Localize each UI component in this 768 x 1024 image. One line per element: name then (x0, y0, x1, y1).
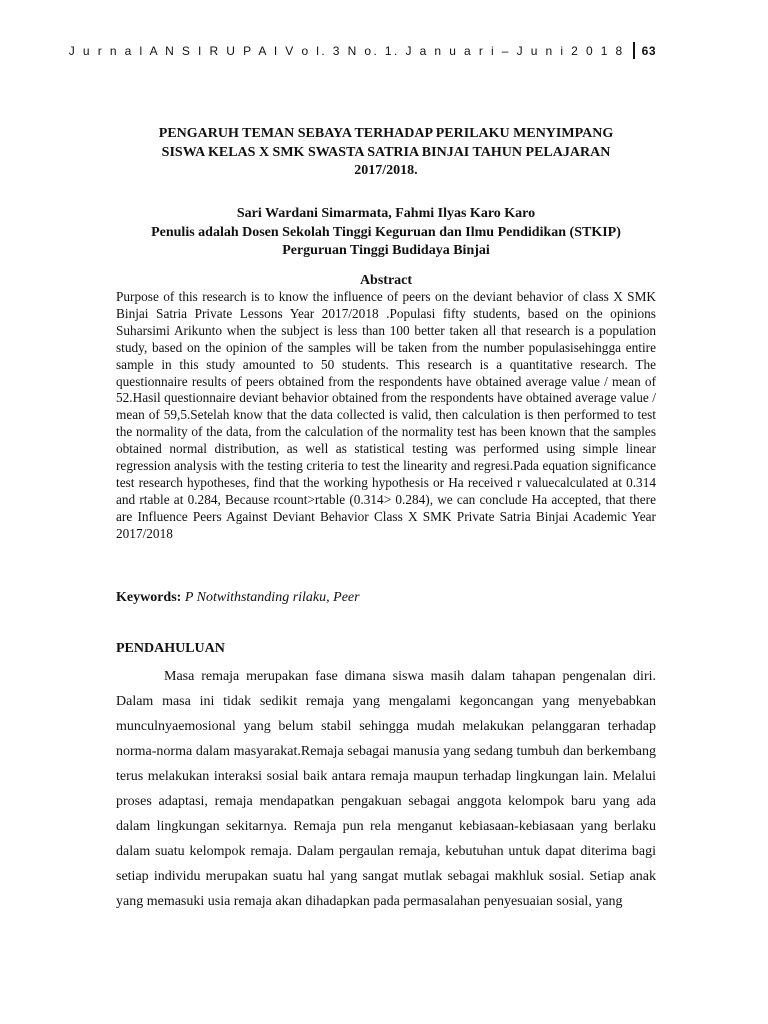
title-line: SISWA KELAS X SMK SWASTA SATRIA BINJAI TAHUN PELAJARAN (161, 144, 611, 160)
abstract-heading: Abstract (359, 273, 413, 288)
header-separator (633, 42, 635, 59)
keywords (116, 589, 656, 607)
title-line: PENGARUH TEMAN SEBAYA TERHADAP PERILAKU MENYIMPANG (158, 126, 614, 141)
journal-name: J u r n a l A N S I R U P A I V o l. 3 N o. 1. J a n u a r i – J u n i 2 0 1 8 (68, 43, 625, 58)
page-number: 63 (641, 43, 656, 58)
paragraph-text: Masa remaja merupakan fase dimana siswa masih dalam tahapan pengenalan diri. Dalam masa ini tidak sedikit remaja yang mengalami kegoncangan yang menyebabkan munculnyaemosional yang belum stabil sehingga mudah melakukan pelanggaran terhadap norma-norma dalam masyarakat.Remaja sebagai manusia yang sedang tumbuh dan berkembang terus melakukan interaksi sosial baik antara remaja maupun terhadap lingkungan lain. Melalui proses adaptasi, remaja mendapatkan pengakuan sebagai anggota kelompok baru yang ada dalam lingkungan sekitarnya. Remaja pun rela menganut kebiasaan-kebiasaan yang berlaku dalam suatu kelompok remaja. Dalam pergaulan remaja, kebutuhan untuk dapat diterima bagi setiap individu merupakan suatu hal yang sangat mutlak sebagai makhluk sosial. Setiap anak yang memasuki usia remaja akan dihadapkan pada permasalahan penyesuaian sosial, yang (116, 669, 656, 909)
author-block (116, 205, 656, 261)
author-affiliation: Penulis adalah Dosen Sekolah Tinggi Keguruan dan Ilmu Pendidikan (STKIP) (151, 224, 621, 240)
keywords-label: Keywords: (116, 590, 182, 605)
keywords-text: P Notwithstanding rilaku, Peer (184, 590, 360, 605)
section-heading: PENDAHULUAN (116, 641, 225, 656)
paper-title (116, 125, 656, 181)
body-paragraph (116, 664, 656, 914)
running-header (69, 42, 656, 59)
title-line: 2017/2018. (354, 163, 418, 178)
abstract-text: Purpose of this research is to know the influence of peers on the deviant behavior of class X SMK Binjai Satria Private Lessons Year 2017/2018 .Populasi fifty students, based on the opinions Suharsimi Arikunto when the subject is less than 100 better taken all that research is a population study, based on the opinion of the samples will be taken from the number populasisehingga entire sample in this study amounted to 50 students. This research is a quantitative research. The questionnaire results of peers obtained from the respondents have obtained average value / mean of 52.Hasil questionnaire deviant behavior obtained from the respondents have obtained average value / mean of 59,5.Setelah know that the data collected is valid, then calculation is then performed to test the normality of the data, from the calculation of the normality test has been known that the samples obtained normal distribution, as well as statistical testing was performed using simple linear regression analysis with the testing criteria to test the linearity and regresi.Pada equation significance test research hypotheses, find that the working hypothesis or Ha received r valuecalculated at 0.314 and rtable at 0.284, Because rcount>rtable (0.314> 0.284), we can conclude Ha accepted, that there are Influence Peers Against Deviant Behavior Class X SMK Private Satria Binjai Academic Year 2017/2018 (116, 289, 656, 541)
author-institution: Perguruan Tinggi Budidaya Binjai (282, 243, 490, 258)
author-names: Sari Wardani Simarmata, Fahmi Ilyas Karo Karo (236, 206, 536, 221)
